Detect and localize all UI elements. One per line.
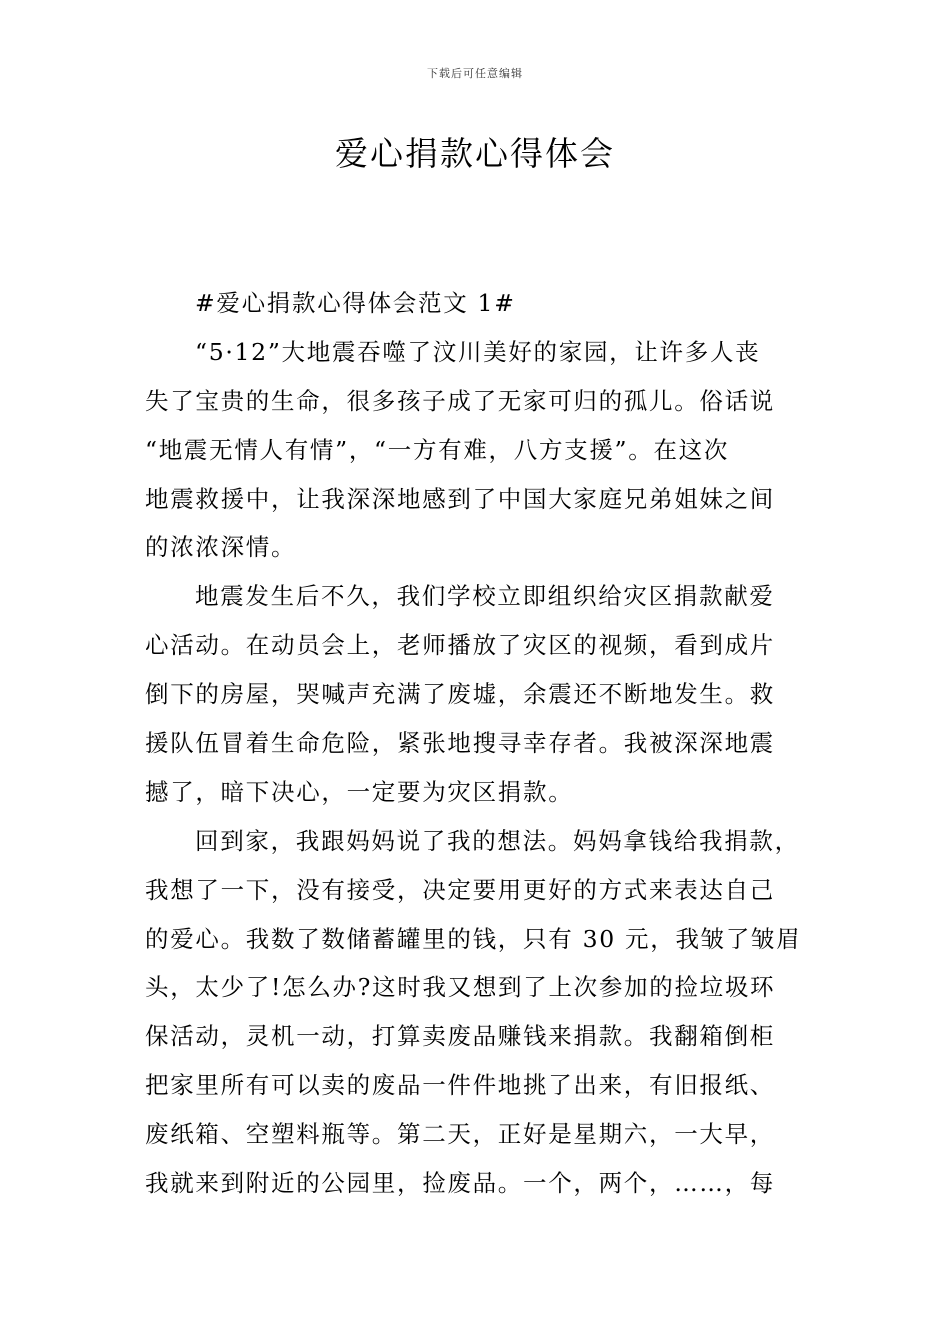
body-line: 失了宝贵的生命，很多孩子成了无家可归的孤儿。俗话说: [145, 386, 775, 415]
body-line: “地震无情人有情”，“一方有难，八方支援”。在这次: [145, 435, 730, 464]
document-title: 爱心捐款心得体会: [335, 134, 615, 173]
body-line: 我就来到附近的公园里，捡废品。一个，两个，……，每: [145, 1169, 775, 1198]
body-line: 保活动，灵机一动，打算卖废品赚钱来捐款。我翻箱倒柜: [145, 1022, 775, 1051]
header-note: 下载后可任意编辑: [427, 67, 523, 80]
body-line: 地震发生后不久，我们学校立即组织给灾区捐款献爱: [195, 582, 775, 611]
body-line: 倒下的房屋，哭喊声充满了废墟，余震还不断地发生。救: [145, 680, 775, 709]
body-line: 回到家，我跟妈妈说了我的想法。妈妈拿钱给我捐款，: [195, 826, 800, 855]
body-line: 援队伍冒着生命危险，紧张地搜寻幸存者。我被深深地震: [145, 729, 775, 758]
body-line: #爱心捐款心得体会范文 1#: [195, 289, 516, 317]
body-line: 的爱心。我数了数储蓄罐里的钱，只有 30 元，我皱了皱眉: [145, 924, 802, 953]
body-line: 废纸箱、空塑料瓶等。第二天，正好是星期六，一大早，: [145, 1120, 775, 1149]
body-line: “5·12”大地震吞噬了汶川美好的家园，让许多人丧: [195, 337, 761, 366]
body-line: 我想了一下，没有接受，决定要用更好的方式来表达自己: [145, 875, 775, 904]
body-line: 撼了，暗下决心，一定要为灾区捐款。: [145, 777, 574, 806]
body-line: 头，太少了!怎么办?这时我又想到了上次参加的捡垃圾环: [145, 973, 776, 1002]
body-line: 心活动。在动员会上，老师播放了灾区的视频，看到成片: [145, 631, 775, 660]
body-line: 的浓浓深情。: [145, 533, 297, 562]
body-line: 把家里所有可以卖的废品一件件地挑了出来，有旧报纸、: [145, 1071, 775, 1100]
body-line: 地震救援中，让我深深地感到了中国大家庭兄弟姐妹之间: [145, 484, 775, 513]
document-body: [145, 279, 840, 1208]
